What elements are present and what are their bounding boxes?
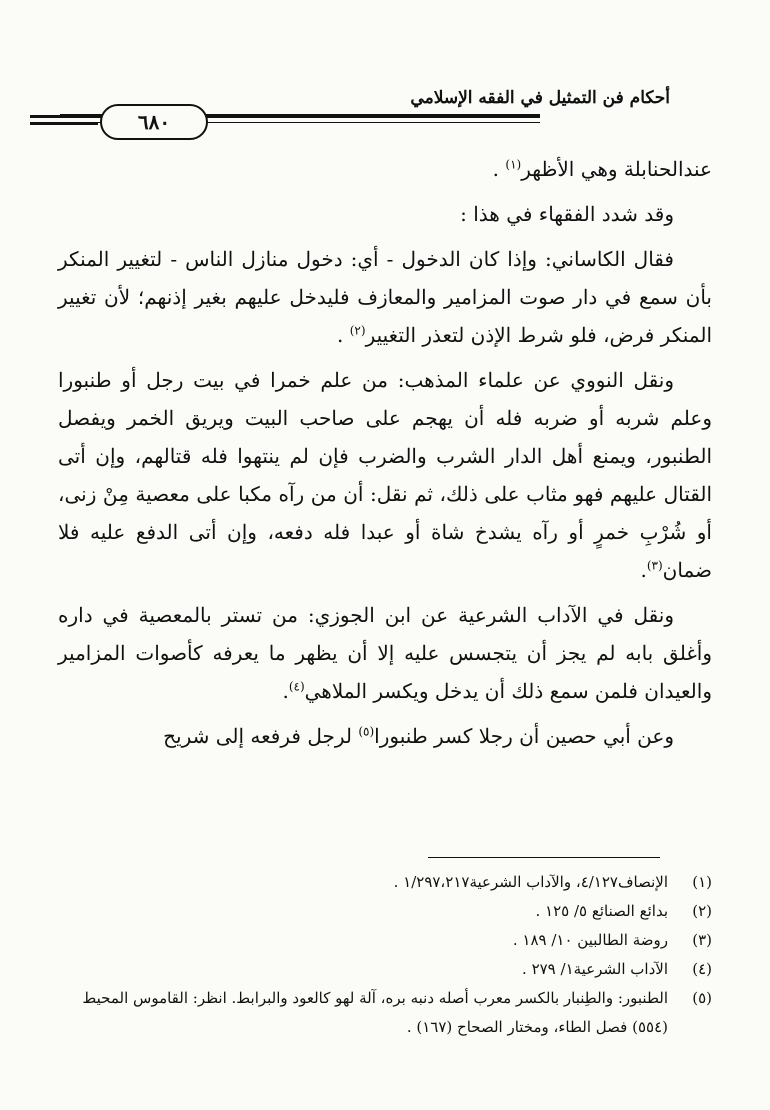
paragraph: فقال الكاساني: وإذا كان الدخول - أي: دخول منازل الناس - لتغيير المنكر بأن سمع في دار صوت المزامير والمعازف فليدخل عليهم بغير إذنهم؛ لأن تغيير المنكر فرض، فلو شرط الإذن لتعذر التغيير$^{(٢)}$ . — [58, 247, 712, 347]
paragraph: ونقل في الآداب الشرعية عن ابن الجوزي: من تستر بالمعصية في داره وأغلق بابه لم يجز أن يتجسس عليه إلا أن يظهر ما يعرفه كأصوات المزامير والعيدان فلمن سمع ذلك أن يدخل ويكسر الملاهي$^{(٤)}$. — [58, 603, 712, 703]
main-text — [58, 150, 712, 762]
footnote: (٥) الطنبور: والطِنبار بالكسر معرب أصله دنبه بره، آلة لهو كالعود والبرابط. انظر: القاموس المحيط (٥٥٤) فصل الطاء، ومختار الصحاح (١٦٧) . — [82, 989, 712, 1036]
footnote-ref: (٣) — [646, 558, 663, 573]
paragraph: وعن أبي حصين أن رجلا كسر طنبورا$^{(٥)}$ لرجل فرفعه إلى شريح — [163, 724, 674, 748]
footnote: (٣) روضة الطالبين ١٠/ ١٨٩ . — [512, 931, 712, 949]
header-dash-ornament — [30, 122, 98, 125]
footnote-separator — [428, 857, 660, 858]
page-number: ٦٨٠ — [137, 110, 171, 134]
running-title: أحكام فن التمثيل في الفقه الإسلامي — [410, 88, 670, 108]
footnotes — [58, 868, 712, 1042]
footnote-ref: (٤) — [288, 679, 305, 694]
paragraph: وقد شدد الفقهاء في هذا : — [460, 202, 674, 226]
footnote: (٤) الآداب الشرعية١/ ٢٧٩ . — [522, 960, 712, 978]
page-header — [0, 70, 770, 145]
header-dash-ornament — [30, 115, 98, 118]
page-number-badge — [100, 104, 208, 140]
paragraph: عندالحنابلة وهي الأظهر$^{(١)}$ . — [492, 157, 712, 181]
paragraph: ونقل النووي عن علماء المذهب: من علم خمرا في بيت رجل أو طنبورا وعلم شربه أو ضربه فله أن يهجم على صاحب البيت ويريق الخمر ويفصل الطنبور، ويمنع أهل الدار الشرب والضرب فإن لم ينتهوا فله قتالهم، وإن أتى القتال عليهم فهو مثاب على ذلك، ثم نقل: أن من رآه مكبا على معصية مِنْ زنى، أو شُرْبِ خمرٍ أو رآه يشدخ شاة أو عبدا فله دفعه، وإن أتى الدفع عليه فلا ضمان$^{(٣)}$. — [58, 368, 712, 582]
footnote-ref: (٢) — [349, 323, 366, 338]
footnote: (٢) بدائع الصنائع ٥/ ١٢٥ . — [535, 902, 712, 920]
footnote: (١) الإنصاف٤/١٢٧، والآداب الشرعية١/٢٩٧،٢١٧ . — [393, 873, 712, 891]
footnote-ref: (٥) — [358, 724, 375, 739]
footnote-ref: (١) — [505, 157, 522, 172]
